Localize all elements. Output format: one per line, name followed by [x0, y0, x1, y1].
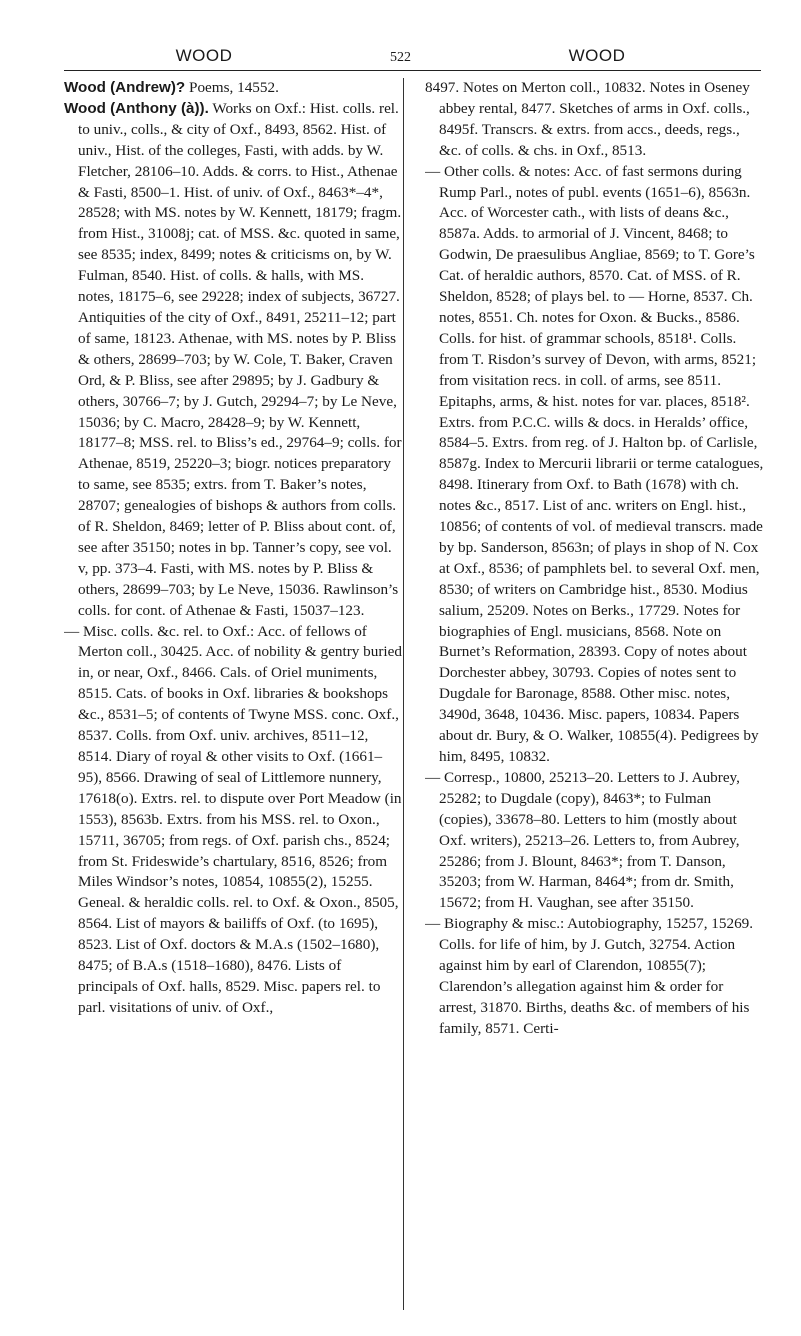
index-entry: — Other colls. & notes: Acc. of fast sermons during Rump Parl., notes of publ. events (1651–6), 8563n. Acc. of Worcester cath., with lists of deans &c., 8587a. Adds. to armorial of J. Vincent, 8468; to Godwin, De praesulibus Angliae, 8569; to T. Gore’s Cat. of heraldic authors, 8570. Cat. of MSS. of R. Sheldon, 8528; of plays bel. to — Horne, 8537. Ch. notes, 8551. Ch. notes for Oxon. & Bucks., 8586. Colls. for hist. of grammar schools, 8518¹. Colls. from T. Risdon’s survey of Devon, with arms, 8521; from visitation recs. in coll. of arms, see 8511. Epitaphs, arms, & hist. notes for var. places, 8518². Extrs. from P.C.C. wills & docs. in Heralds’ office, 8584–5. Extrs. from reg. of J. Halton bp. of Carlisle, 8587g. Index to Mercurii librarii or terme catalogues, 8498. Itinerary from Oxf. to Bath (1678) with ch. notes &c., 8517. List of anc. writers on Engl. hist., 10856; of contents of vol. of medieval transcrs. made by bp. Sanderson, 8563n; of plays in shop of N. Cox at Oxf., 8536; of pamphlets bel. to several Oxf. men, 8530; of writers on Cambridge hist., 8530. Modius salium, 25209. Notes on Berks., 17729. Notes for biographies of Engl. musicians, 8568. Note on Burnet’s Reformation, 28393. Copy of notes about Dorchester abbey, 30793. Copies of notes sent to Dugdale for Baronage, 8588. Other misc. notes, 3490d, 3648, 10436. Misc. papers, 10834. Papers about dr. Bury, & O. Walker, 10855(4). Pedigrees by him, 8495, 10832. [425, 162, 764, 765]
index-columns [64, 78, 764, 1318]
left-column [64, 78, 403, 1318]
header-rule [64, 70, 761, 71]
entry-heading: Wood (Andrew)? [64, 79, 186, 96]
index-entry: 8497. Notes on Merton coll., 10832. Notes in Oseney abbey rental, 8477. Sketches of arms in Oxf. colls., 8495f. Transcrs. & extrs. from accs., deeds, regs., &c. of colls. & chs. in Oxf., 8513. [425, 79, 750, 159]
index-entry [64, 99, 403, 622]
page-header [64, 34, 737, 66]
entry-heading: Wood (Anthony (à)). [64, 99, 209, 117]
running-head-left: WOOD [175, 46, 233, 65]
right-column [425, 78, 764, 1318]
entry-text: — Misc. colls. &c. rel. to Oxf.: Acc. of fellows of Merton coll., 30425. Acc. of nobility & gentry buried in, or near, Oxf., 8466. Cals. of Oriel muniments, 8515. Cats. of books in Oxf. libraries & bookshops &c., 8531–5; of contents of Twyne MSS. conc. Oxf., 8537. Colls. from Oxf. univ. archives, 8511–12, 8514. Diary of royal & other visits to Oxf. (1661–95), 8566. Drawing of seal of Littlemore nunnery, 17618(o). Extrs. rel. to dispute over Port Meadow (in 1553), 8563b. Extrs. from his MSS. rel. to Oxon., 15711, 36705; from regs. of Oxf. parish chs., 8524; from St. Frideswide’s chartulary, 8516, 8526; from Miles Windsor’s notes, 10854, 10855(2), 15255. Geneal. & heraldic colls. rel. to Oxf. & Oxon., 8505, 8564. List of mayors & bailiffs of Oxf. (to 1695), 8523. List of Oxf. doctors & M.A.s (1502–1680), 8475; of B.A.s (1518–1680), 8476. Lists of principals of Oxf. halls, 8529. Misc. papers rel. to parl. visitations of univ. of Oxf., [64, 622, 402, 1016]
index-entry [64, 622, 403, 1019]
entry-text: Poems, 14552. [185, 79, 279, 96]
index-entry: — Biography & misc.: Autobiography, 15257, 15269. Colls. for life of him, by J. Gutch, 32754. Action against him by earl of Clarendon, 10855(7); Clarendon’s allegation against him & order for arrest, 31870. Births, deaths &c. of members of his family, 8571. Certi- [425, 915, 754, 1037]
running-head-right: WOOD [568, 46, 626, 65]
page-number: 522 [390, 50, 411, 65]
index-entry [64, 78, 403, 99]
entry-text: Works on Oxf.: Hist. colls. rel. to univ., colls., & city of Oxf., 8493, 8562. Hist. of univ., Hist. of the colleges, Fasti, with adds. by W. Fletcher, 28106–10. Adds. & corrs. to Hist., Athenae & Fasti, 8500–1. Hist. of univ. of Oxf., 8463*–4*, 28528; with MS. notes by W. Kennett, 18179; fragm. from Hist., 31008j; cat. of MSS. &c. quoted in same, see 8535; index, 8499; notes & criticisms on, by W. Fulman, 8540. Hist. of colls. & halls, with MS. notes, 18175–6, see 29228; index of subjects, 36727. Antiquities of the city of Oxf., 8491, 25211–12; part of same, 18123. Athenae, with MS. notes by P. Bliss & others, 28699–703; by W. Cole, T. Baker, Craven Ord, & P. Bliss, see after 29895; by J. Gadbury & others, 30766–7; by J. Gutch, 29294–7; by Le Neve, 15036; by C. Macro, 28428–9; by W. Kennett, 18177–8; MSS. rel. to Bliss’s ed., 29764–9; colls. for Athenae, 8519, 25220–3; biogr. notices preparatory to same, see 8535; extrs. from T. Baker’s notes, 28707; genealogies of bishops & authors from colls. of R. Sheldon, 8469; letter of P. Bliss about cont. of, see after 35150; notes in bp. Tanner’s copy, see vol. v, pp. 373–4. Fasti, with MS. notes by P. Bliss & others, 28699–703; by Le Neve, 15036. Rawlinson’s colls. for cont. of Athenae & Fasti, 15037–123. [78, 99, 402, 619]
index-entry: — Corresp., 10800, 25213–20. Letters to J. Aubrey, 25282; to Dugdale (copy), 8463*; to Fulman (copies), 33678–80. Letters to him (mostly about Oxf. writers), 25213–26. Letters to, from Aubrey, 25286; from J. Blount, 8463*; from T. Danson, 35203; from W. Harman, 8464*; from dr. Smith, 15672; from H. Vaughan, see after 35150. [425, 768, 740, 912]
